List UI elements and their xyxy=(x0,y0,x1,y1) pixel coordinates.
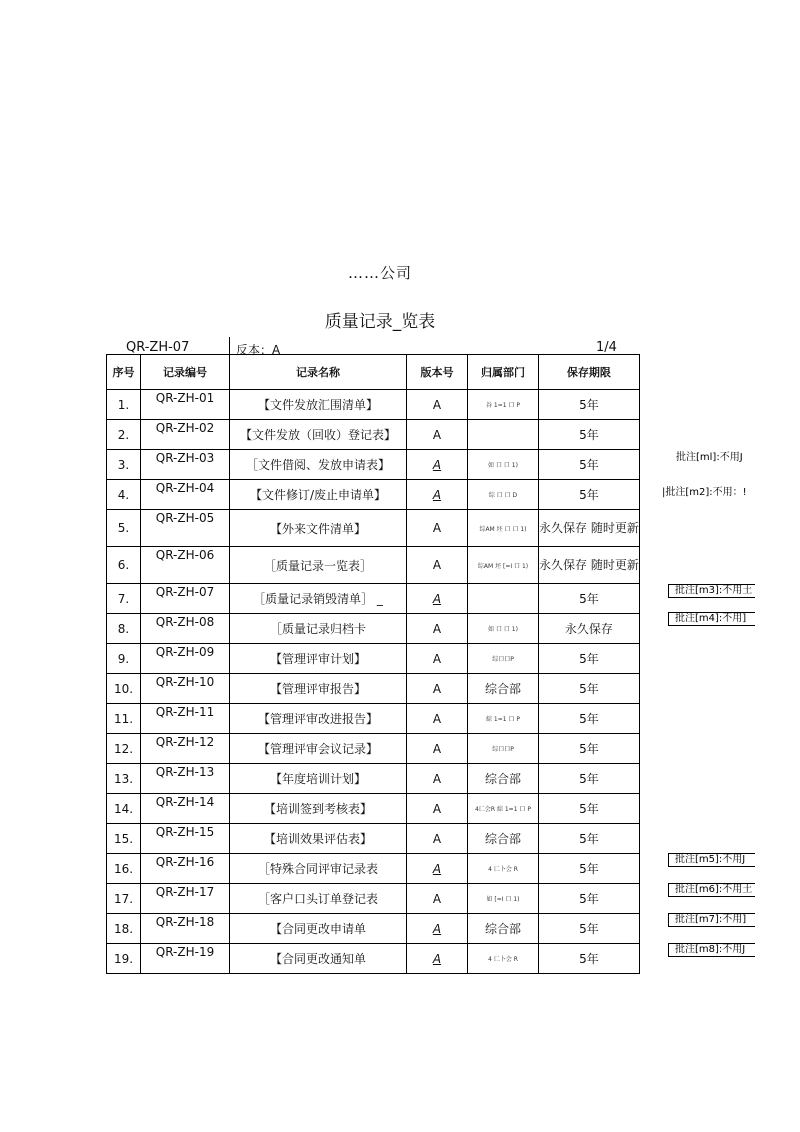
table-row xyxy=(107,547,640,584)
record-department: 综口口P xyxy=(468,734,539,764)
table-row xyxy=(107,854,640,884)
record-version xyxy=(407,584,468,614)
record-department: 综口口P xyxy=(468,644,539,674)
record-code xyxy=(141,944,230,974)
comment-note[interactable]: 批注[m3]:不用土 xyxy=(668,584,755,598)
record-name: 【文件发放（回收）登记表】 xyxy=(230,420,407,450)
row-index: 18. xyxy=(107,914,141,944)
record-retention: 5年 xyxy=(539,734,640,764)
record-version xyxy=(407,884,468,914)
record-name: 【文件修订/废止申请单】 xyxy=(230,480,407,510)
record-code xyxy=(141,614,230,644)
record-name: 【合同更改通知单 xyxy=(230,944,407,974)
record-name: ［文件借阅、发放申请表】 xyxy=(230,450,407,480)
row-index: 14. xyxy=(107,794,141,824)
comment-note[interactable]: 批注[m4]:不用] xyxy=(668,612,755,626)
record-code-text: QR-ZH-10 xyxy=(155,675,215,689)
record-version-text: A xyxy=(432,427,442,442)
record-code-text: QR-ZH-11 xyxy=(155,705,215,719)
record-retention: 5年 xyxy=(539,584,640,614)
record-retention: 5年 xyxy=(539,944,640,974)
table-row xyxy=(107,674,640,704)
record-code-text: QR-ZH-13 xyxy=(155,765,215,779)
comment-note[interactable]: 批注[m6]:不用土 xyxy=(668,883,755,897)
table-row xyxy=(107,734,640,764)
record-version-text: A xyxy=(432,397,442,412)
record-retention: 5年 xyxy=(539,854,640,884)
record-retention: 5年 xyxy=(539,644,640,674)
record-name: ［客户口头订单登记表 xyxy=(230,884,407,914)
record-version xyxy=(407,510,468,547)
row-index: 13. xyxy=(107,764,141,794)
record-version xyxy=(407,704,468,734)
record-name: 【文件发放汇围清单】 xyxy=(230,390,407,420)
record-version-text: A xyxy=(432,741,442,756)
record-code-text: QR-ZH-15 xyxy=(155,825,215,839)
record-department: 综合部 xyxy=(468,674,539,704)
record-code-text: QR-ZH-04 xyxy=(155,481,215,495)
record-name: 【管理评审计划】 xyxy=(230,644,407,674)
record-department xyxy=(468,420,539,450)
row-index: 3. xyxy=(107,450,141,480)
col-header-department: 归属部门 xyxy=(468,355,539,390)
record-department: 4 匸卜会 R xyxy=(468,854,539,884)
record-code-text: QR-ZH-08 xyxy=(155,615,215,629)
record-version-text: A xyxy=(432,457,442,472)
record-code xyxy=(141,854,230,884)
record-code xyxy=(141,420,230,450)
record-code xyxy=(141,824,230,854)
record-code-text: QR-ZH-01 xyxy=(155,391,215,405)
record-code xyxy=(141,704,230,734)
comment-note[interactable]: 批注[ml]:不用J xyxy=(676,452,743,463)
record-code-text: QR-ZH-17 xyxy=(155,885,215,899)
record-version xyxy=(407,824,468,854)
table-row xyxy=(107,644,640,674)
record-version-text: A xyxy=(432,921,442,936)
record-code-text: QR-ZH-06 xyxy=(155,548,215,562)
record-department: 谷 1=1 口 P xyxy=(468,390,539,420)
col-header-code: 记录编号 xyxy=(141,355,230,390)
record-retention: 5年 xyxy=(539,884,640,914)
record-version xyxy=(407,674,468,704)
company-name: ……公司 xyxy=(347,264,412,282)
row-index: 7. xyxy=(107,584,141,614)
record-version-text: A xyxy=(432,621,442,636)
record-code xyxy=(141,794,230,824)
table-row xyxy=(107,704,640,734)
record-code xyxy=(141,914,230,944)
record-code-text: QR-ZH-02 xyxy=(155,421,215,435)
record-department: 综合部 xyxy=(468,914,539,944)
record-retention: 5年 xyxy=(539,914,640,944)
record-department: 综AM 坯 口 口 1) xyxy=(468,510,539,547)
record-version xyxy=(407,614,468,644)
table-row xyxy=(107,390,640,420)
record-version xyxy=(407,450,468,480)
record-version-text: A xyxy=(432,951,442,966)
record-department: 如 口 口 1) xyxy=(468,450,539,480)
record-code xyxy=(141,764,230,794)
record-department: 综 口 口 D xyxy=(468,480,539,510)
record-retention: 5年 xyxy=(539,480,640,510)
record-name: 【管理评审改进报告】 xyxy=(230,704,407,734)
record-code xyxy=(141,584,230,614)
records-table xyxy=(106,354,640,974)
record-retention: 永久保存 xyxy=(539,614,640,644)
record-version-text: A xyxy=(432,591,442,606)
record-retention: 5年 xyxy=(539,704,640,734)
row-index: 2. xyxy=(107,420,141,450)
record-department: 如 [=I 口 1) xyxy=(468,884,539,914)
document-title: 质量记录_览表 xyxy=(324,312,436,332)
record-version xyxy=(407,794,468,824)
record-department: 4 匸卜会 R xyxy=(468,944,539,974)
record-name: 【管理评审会议记录】 xyxy=(230,734,407,764)
record-version-text: A xyxy=(432,521,442,535)
row-index: 15. xyxy=(107,824,141,854)
record-name: 【年度培训计划】 xyxy=(230,764,407,794)
record-name: ［质量记录一览表］ xyxy=(230,547,407,584)
record-retention: 5年 xyxy=(539,824,640,854)
row-index: 17. xyxy=(107,884,141,914)
row-index: 9. xyxy=(107,644,141,674)
record-retention: 5年 xyxy=(539,674,640,704)
record-code xyxy=(141,510,230,547)
record-code xyxy=(141,450,230,480)
record-retention: 5年 xyxy=(539,390,640,420)
record-code-text: QR-ZH-07 xyxy=(155,585,215,599)
table-row xyxy=(107,614,640,644)
record-version xyxy=(407,854,468,884)
record-retention: 永久保存 随时更新 xyxy=(539,547,640,584)
row-index: 4. xyxy=(107,480,141,510)
record-department: 綜 1=1 口 P xyxy=(468,704,539,734)
record-code xyxy=(141,390,230,420)
record-version xyxy=(407,914,468,944)
comment-note[interactable]: 批注[m5]:不用J xyxy=(668,853,755,867)
row-index: 11. xyxy=(107,704,141,734)
row-index: 16. xyxy=(107,854,141,884)
record-retention: 5年 xyxy=(539,764,640,794)
record-version-text: A xyxy=(432,487,442,502)
table-row xyxy=(107,884,640,914)
record-code-text: QR-ZH-12 xyxy=(155,735,215,749)
record-department: 综AM 坯 [=I 口 1) xyxy=(468,547,539,584)
record-version xyxy=(407,764,468,794)
record-name: 【外来文件清单】 xyxy=(230,510,407,547)
table-row xyxy=(107,764,640,794)
record-version xyxy=(407,390,468,420)
record-department: 4匸会R 綜 1=1 口 P xyxy=(468,794,539,824)
record-code xyxy=(141,884,230,914)
page-number: 1/4 xyxy=(596,340,617,355)
comment-note[interactable]: 批注[m8]:不用J xyxy=(668,943,755,957)
record-version xyxy=(407,547,468,584)
table-row xyxy=(107,480,640,510)
record-code-text: QR-ZH-09 xyxy=(155,645,215,659)
record-retention: 5年 xyxy=(539,450,640,480)
row-index: 10. xyxy=(107,674,141,704)
record-department: 如 口 口 1) xyxy=(468,614,539,644)
row-index: 1. xyxy=(107,390,141,420)
record-name: ［质量记录归档卡 xyxy=(230,614,407,644)
comment-note[interactable]: |批注[m2]:不用：! xyxy=(662,487,747,498)
record-name: ［质量记录销毁清单］ _ xyxy=(230,584,407,614)
record-version-text: A xyxy=(432,558,442,572)
table-row xyxy=(107,794,640,824)
record-version xyxy=(407,644,468,674)
col-header-version: 版本号 xyxy=(407,355,468,390)
record-version-text: A xyxy=(432,891,442,906)
col-header-name: 记录名称 xyxy=(230,355,407,390)
record-department: 综合部 xyxy=(468,764,539,794)
record-code xyxy=(141,644,230,674)
record-version-text: A xyxy=(432,711,442,726)
record-code xyxy=(141,674,230,704)
col-header-index: 序号 xyxy=(107,355,141,390)
record-code-text: QR-ZH-18 xyxy=(155,915,215,929)
row-index: 8. xyxy=(107,614,141,644)
record-retention: 永久保存 随时更新 xyxy=(539,510,640,547)
record-name: 【培训签到考核表】 xyxy=(230,794,407,824)
record-version xyxy=(407,944,468,974)
row-index: 12. xyxy=(107,734,141,764)
record-name: ［特殊合同评审记录表 xyxy=(230,854,407,884)
table-row xyxy=(107,584,640,614)
table-header-row xyxy=(107,355,640,390)
edition-label: 反本：A xyxy=(236,343,281,357)
record-code-text: QR-ZH-16 xyxy=(155,855,215,869)
record-version xyxy=(407,420,468,450)
row-index: 19. xyxy=(107,944,141,974)
comment-note[interactable]: 批注[m7]:不用] xyxy=(668,913,755,927)
table-row xyxy=(107,914,640,944)
record-version-text: A xyxy=(432,681,442,696)
record-name: 【合同更改申请单 xyxy=(230,914,407,944)
record-version-text: A xyxy=(432,831,442,846)
record-code-text: QR-ZH-19 xyxy=(155,945,215,959)
record-code xyxy=(141,734,230,764)
record-code-text: QR-ZH-03 xyxy=(155,451,215,465)
record-version-text: A xyxy=(432,801,442,816)
record-version xyxy=(407,734,468,764)
record-version xyxy=(407,480,468,510)
record-retention: 5年 xyxy=(539,794,640,824)
record-name: 【管理评审报告】 xyxy=(230,674,407,704)
record-version-text: A xyxy=(432,651,442,666)
header-divider xyxy=(229,337,230,355)
record-department xyxy=(468,584,539,614)
table-row xyxy=(107,944,640,974)
document-code: QR-ZH-07 xyxy=(126,340,190,355)
row-index: 6. xyxy=(107,547,141,584)
row-index: 5. xyxy=(107,510,141,547)
record-code xyxy=(141,547,230,584)
col-header-retention: 保存期限 xyxy=(539,355,640,390)
record-name: 【培训效果评估表】 xyxy=(230,824,407,854)
table-row xyxy=(107,450,640,480)
record-retention: 5年 xyxy=(539,420,640,450)
record-code-text: QR-ZH-14 xyxy=(155,795,215,809)
table-row xyxy=(107,510,640,547)
record-version-text: A xyxy=(432,771,442,786)
record-code xyxy=(141,480,230,510)
record-department: 综合部 xyxy=(468,824,539,854)
table-row xyxy=(107,824,640,854)
table-row xyxy=(107,420,640,450)
record-code-text: QR-ZH-05 xyxy=(155,511,215,525)
record-version-text: A xyxy=(432,861,442,876)
